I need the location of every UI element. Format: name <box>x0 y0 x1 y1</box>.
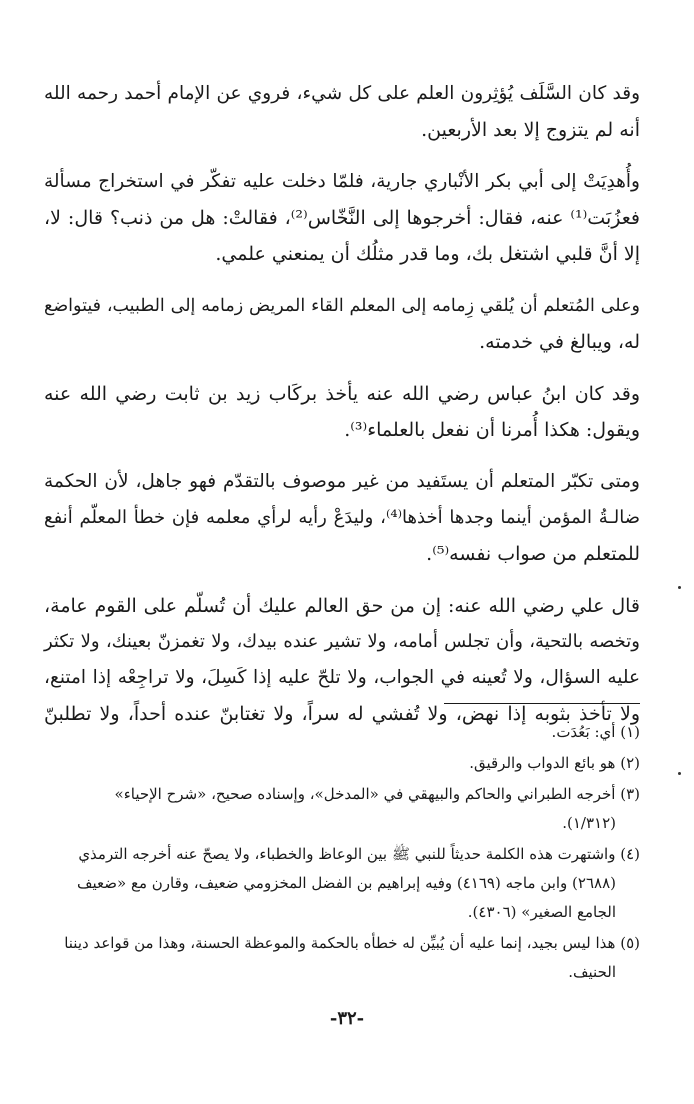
text-line: وأُهدِيَتْ إلى أبي بكر الأنْباري جارية، فلمّا دخلت عليه تفكّر في استخراج مسألة <box>44 171 640 192</box>
footnote-line: (٢٦٨٨) وابن ماجه (٤١٦٩) وفيه إبراهيم بن الفضل المخزومي ضعيف، وقارن مع «ضعيف <box>77 874 616 892</box>
footnote-line: الحنيف. <box>568 963 616 981</box>
footnote-line: (١) أي: بَعُدَت. <box>551 723 640 741</box>
text-line: ومتى تكبّر المتعلم أن يستَفيد من غير موصوف بالتقدّم فهو جاهل، لأن الحكمة <box>44 471 640 492</box>
text-line: وقد كان السَّلَف يُؤثِرون العلم على كل شيء، فروي عن الإمام أحمد رحمه الله <box>44 83 640 104</box>
paragraph-ibn-abbas <box>44 376 640 448</box>
footnote-divider <box>444 703 640 704</box>
margin-speck <box>678 772 681 775</box>
text-line: له، ويبالغ في خدمته. <box>479 331 640 353</box>
footnote-2 <box>50 749 640 778</box>
text-line: وقد كان ابنُ عباس رضي الله عنه يأخذ بركَاب زيد بن ثابت رضي الله عنه <box>44 383 640 405</box>
margin-speck <box>678 586 681 589</box>
page-number: -٣٢- <box>329 1008 365 1029</box>
text-line: عليه السؤال، ولا تُعينه في الجواب، ولا تلحّ عليه إذا كَسِلَ، ولا تراجِعْه إذا امتنع، <box>44 667 640 688</box>
text-line: وتخصه بالتحية، وأن تجلس أمامه، ولا تشير عنده بيدك، ولا تغمزنّ بعينك، ولا تكثر <box>44 631 640 652</box>
text-line: ضالـةُ المؤمن أينما وجدها أخذها⁽⁴⁾، وليدَعْ رأيه لرأي معلمه فإن خطأ المعلّم أنفع <box>44 507 640 528</box>
footnote-line: (٣) أخرجه الطبراني والحاكم والبيهقي في «المدخل»، وإسناده صحيح، «شرح الإحياء» <box>114 785 640 803</box>
footnote-line: (١/٣١٢). <box>562 814 616 832</box>
main-text <box>44 76 640 748</box>
paragraph-student-reins <box>44 288 640 360</box>
text-line: وعلى المُتعلم أن يُلقي زِمامه إلى المعلم القاء المريض زمامه إلى الطبيب، فيتواضع <box>44 296 640 316</box>
text-line: إلا أنَّ قلبي اشتغل بك، وما قدر مثلُك أن يمنعني علمي. <box>215 243 640 265</box>
footnote-5 <box>50 929 640 987</box>
text-line: ولا تأخذ بثوبه إذا نهض، ولا تُفشي له سراً، ولا تغتابنّ عنده أحداً، ولا تطلبنّ <box>44 703 640 725</box>
footnote-1 <box>50 718 640 747</box>
footnote-3 <box>50 780 640 838</box>
text-line: أنه لم يتزوج إلا بعد الأربعين. <box>421 119 640 141</box>
text-line: فعزُبَت⁽¹⁾ عنه، فقال: أخرجوها إلى النَّخّاس⁽²⁾، فقالتْ: هل من ذنب؟ قال: لا، <box>44 207 640 229</box>
paragraph-anbari <box>44 164 640 272</box>
footnotes <box>50 718 640 989</box>
text-line: ويقول: هكذا أُمرنا أن نفعل بالعلماء⁽³⁾. <box>344 419 640 441</box>
paragraph-salaf <box>44 76 640 148</box>
paragraph-ali <box>44 588 640 732</box>
footnote-line: الجامع الصغير» (٤٣٠٦). <box>467 903 616 921</box>
footnote-line: (٢) هو بائع الدواب والرقيق. <box>469 754 640 772</box>
text-line: قال علي رضي الله عنه: إن من حق العالم عليك أن تُسلّم على القوم عامة، <box>44 595 640 617</box>
paragraph-arrogance <box>44 464 640 572</box>
footnote-4 <box>50 840 640 927</box>
text-line: للمتعلم من صواب نفسه⁽⁵⁾. <box>426 543 640 565</box>
footnote-line: (٥) هذا ليس بجيد، إنما عليه أن يُبيِّن له خطأه بالحكمة والموعظة الحسنة، وهذا من قواعد ديننا <box>64 934 640 952</box>
footnote-line: (٤) واشتهرت هذه الكلمة حديثاً للنبي ﷺ بين الوعاظ والخطباء، ولا يصحّ عنه أخرجه الترمذي <box>78 845 640 863</box>
